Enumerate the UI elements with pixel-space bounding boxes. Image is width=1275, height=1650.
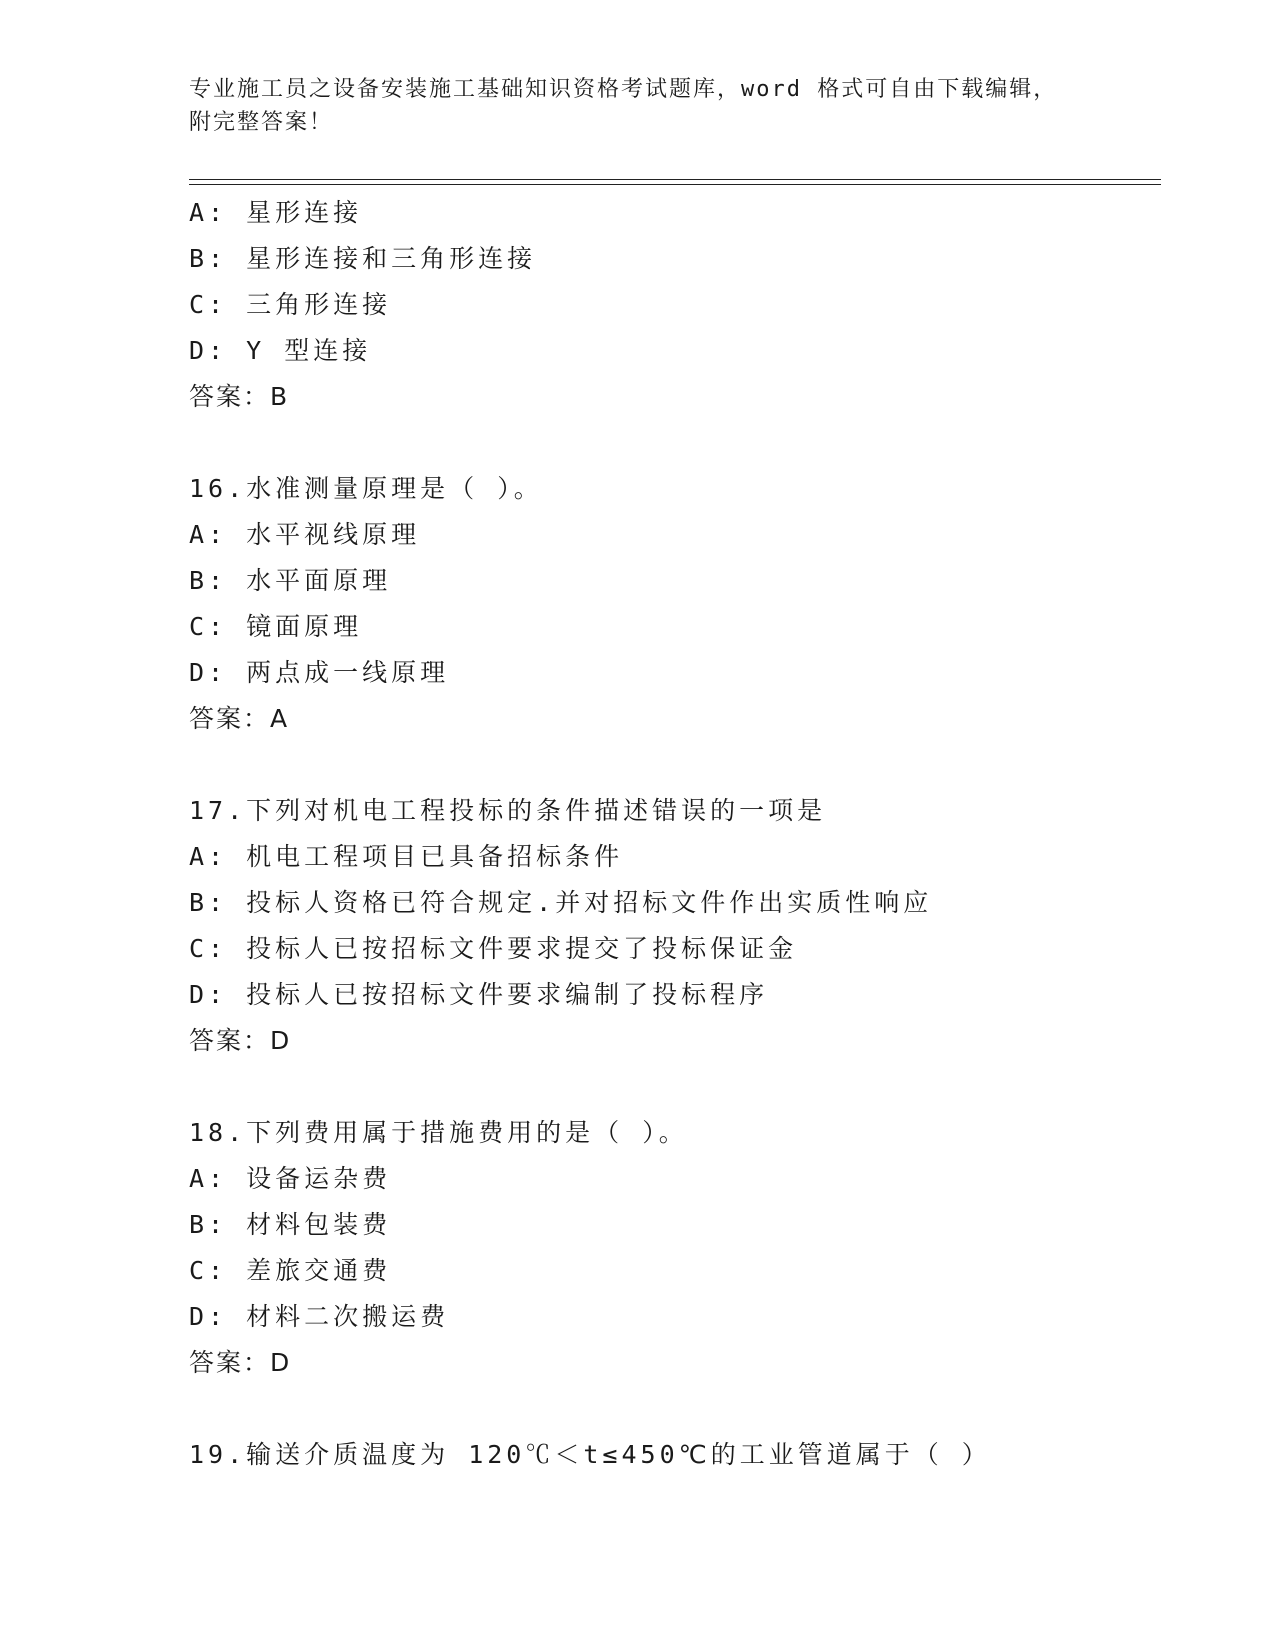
spacer [189,1064,1161,1110]
question-15-option-a: A: 星形连接 [189,198,363,227]
question-18-answer: 答案：D [189,1348,292,1377]
question-17-option-c: C: 投标人已按招标文件要求提交了投标保证金 [189,934,798,963]
question-18-text: 18.下列费用属于措施费用的是（ ）。 [189,1118,688,1147]
question-18-option-a: A: 设备运杂费 [189,1164,392,1193]
question-19-block [189,1432,1161,1478]
header-line-1: 专业施工员之设备安装施工基础知识资格考试题库，word 格式可自由下载编辑， [189,77,1058,102]
spacer [189,1386,1161,1432]
question-16-option-b: B: 水平面原理 [189,566,392,595]
question-17-answer: 答案：D [189,1026,292,1055]
question-15-option-d: D: Y 型连接 [189,336,372,365]
question-15-answer: 答案：B [189,382,290,411]
question-16-block [189,466,1161,742]
question-16-answer: 答案：A [189,704,290,733]
spacer [189,420,1161,466]
question-18-block [189,1110,1161,1386]
question-17-option-b: B: 投标人资格已符合规定.并对招标文件作出实质性响应 [189,888,933,917]
question-16-option-c: C: 镜面原理 [189,612,363,641]
question-17-option-d: D: 投标人已按招标文件要求编制了投标程序 [189,980,769,1009]
question-list [189,190,1161,1478]
question-17-block [189,788,1161,1064]
question-15-option-c: C: 三角形连接 [189,290,392,319]
question-16-option-d: D: 两点成一线原理 [189,658,450,687]
question-15-option-b: B: 星形连接和三角形连接 [189,244,537,273]
question-18-option-b: B: 材料包装费 [189,1210,392,1239]
question-18-option-c: C: 差旅交通费 [189,1256,392,1285]
question-15-block [189,190,1161,420]
document-header [189,73,1109,139]
spacer [189,742,1161,788]
question-19-text: 19.输送介质温度为 120℃＜t≤450℃的工业管道属于（ ） [189,1440,991,1469]
header-divider-top [189,179,1161,180]
question-17-option-a: A: 机电工程项目已具备招标条件 [189,842,624,871]
question-17-text: 17.下列对机电工程投标的条件描述错误的一项是 [189,796,827,825]
header-line-2: 附完整答案！ [189,110,334,135]
question-16-option-a: A: 水平视线原理 [189,520,421,549]
header-divider-bottom [189,184,1161,185]
question-16-text: 16.水准测量原理是（ ）。 [189,474,543,503]
question-18-option-d: D: 材料二次搬运费 [189,1302,450,1331]
